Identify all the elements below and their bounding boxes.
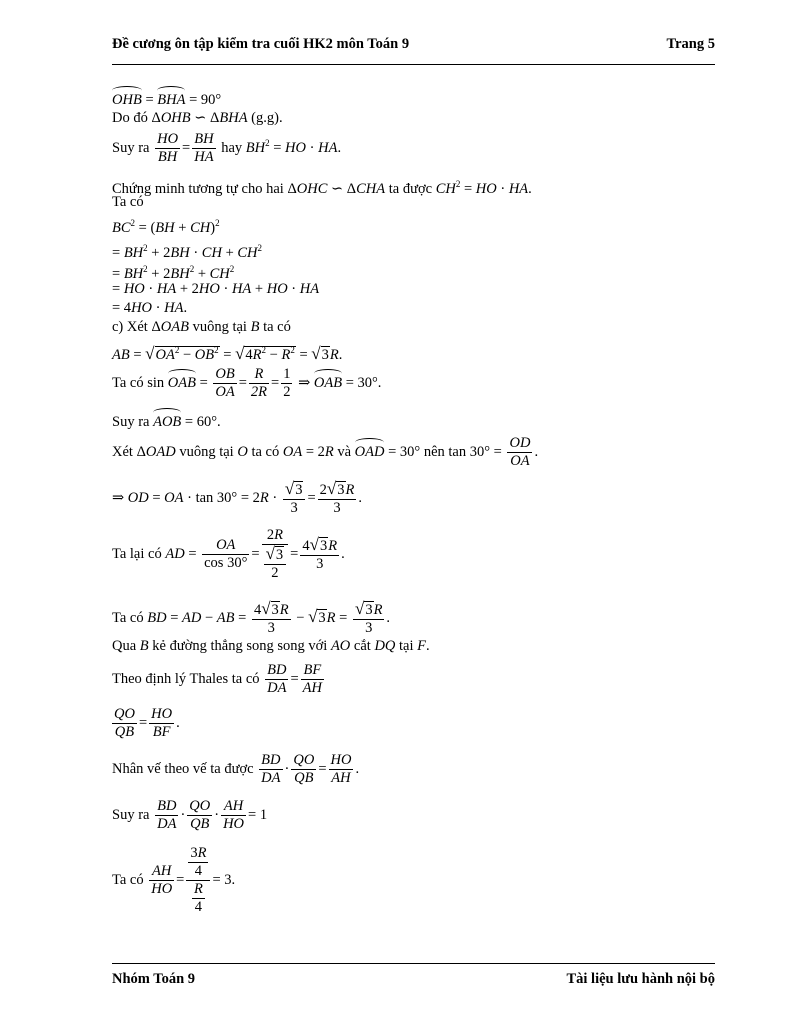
line-ab: AB = $√OA^2 - OB^2 = √4R^2 - R^2 = √3R$. bbox=[112, 343, 343, 363]
line-ratio-1: Suy ra $\frac{HO}{BH}$ = $\frac{BH}{HA}$ hay $BH^2$ = HO · HA. bbox=[112, 131, 342, 165]
line-qo: $\frac{QO}{QB}$ = $\frac{HO}{BF}$ . bbox=[114, 706, 180, 740]
line-bc-3: = $BH^2 + 2BH^2 + CH^2$ bbox=[112, 264, 235, 282]
line-thales: Theo định lý Thales ta có $\frac{BD}{DA}$ = $\frac{BF}{AH}$ bbox=[112, 662, 323, 696]
line-similar-1: Do đó ΔOHB ∽ ΔBHA (g.g). bbox=[112, 110, 283, 126]
line-qua: Qua B kẻ đường thẳng song song với AO cắt DQ tại F. bbox=[112, 638, 430, 654]
line-od: ⇒ OD = OA · tan 30° = 2R · $\frac{√3}{3}$ = $\frac{2√3R}{3}$ . bbox=[112, 479, 362, 516]
line-similar-2: Chứng minh tương tự cho hai ΔOHC ∽ ΔCHA ta được $CH^2$ = HO · HA. bbox=[112, 179, 532, 197]
line-ad: Ta lại có AD = $\frac{OA}{\cos 30^\circ}$ = $\frac{2R}{\frac{√3}{2}}$ = $\frac{4√3R}{3}$ . bbox=[112, 527, 345, 581]
line-bc-4: = HO · HA + 2HO · HA + HO · HA bbox=[112, 281, 320, 297]
line-part-c: c) Xét ΔOAB vuông tại B ta có bbox=[112, 319, 291, 335]
line-bc-2: = $BH^2 + 2BH$ · CH + $CH^2$ bbox=[112, 243, 263, 261]
page-footer bbox=[112, 971, 715, 988]
line-product: Suy ra $\frac{BD}{DA}$ · $\frac{QO}{QB}$ · $\frac{AH}{HO}$ = 1 bbox=[112, 798, 268, 832]
line-oad: Xét ΔOAD vuông tại O ta có OA = 2R và OAD = 30° nên tan 30° = $\frac{OD}{OA}$ . bbox=[112, 435, 539, 469]
line-aob: Suy ra AOB = 60°. bbox=[112, 414, 221, 430]
line-ah-ho: Ta có $\frac{AH}{HO}$ = $\frac{\frac{3R}{4}}{\frac{R}{4}}$ = 3. bbox=[112, 845, 236, 915]
line-nhan-ve: Nhân vế theo vế ta được $\frac{BD}{DA}$ · $\frac{QO}{QB}$ = $\frac{HO}{AH}$ . bbox=[112, 752, 360, 786]
page-header bbox=[112, 36, 715, 53]
footer-rule bbox=[112, 963, 715, 964]
line-bd: Ta có BD = AD − AB = $\frac{4√3R}{3}$ − √3R = $\frac{√3R}{3}$ . bbox=[112, 599, 391, 636]
header-title: Đề cương ôn tập kiểm tra cuối HK2 môn Toán 9 bbox=[112, 36, 410, 52]
line-sin: Ta có sin OAB = $\frac{OB}{OA}$ = $\frac{R}{2R}$ = $\frac{1}{2}$ ⇒ OAB = 30°. bbox=[112, 366, 382, 400]
header-rule bbox=[112, 64, 715, 65]
footer-note: Tài liệu lưu hành nội bộ bbox=[566, 971, 715, 987]
line-ta-co-1: Ta có bbox=[112, 194, 144, 210]
footer-group: Nhóm Toán 9 bbox=[112, 971, 196, 987]
line-bc-5: = 4HO · HA. bbox=[112, 300, 188, 316]
line-bc-1: $BC^2 = (BH + CH)^2$ bbox=[112, 218, 220, 236]
line-angles: OHB = BHA = 90° bbox=[112, 92, 222, 108]
page-number: Trang 5 bbox=[666, 36, 715, 52]
